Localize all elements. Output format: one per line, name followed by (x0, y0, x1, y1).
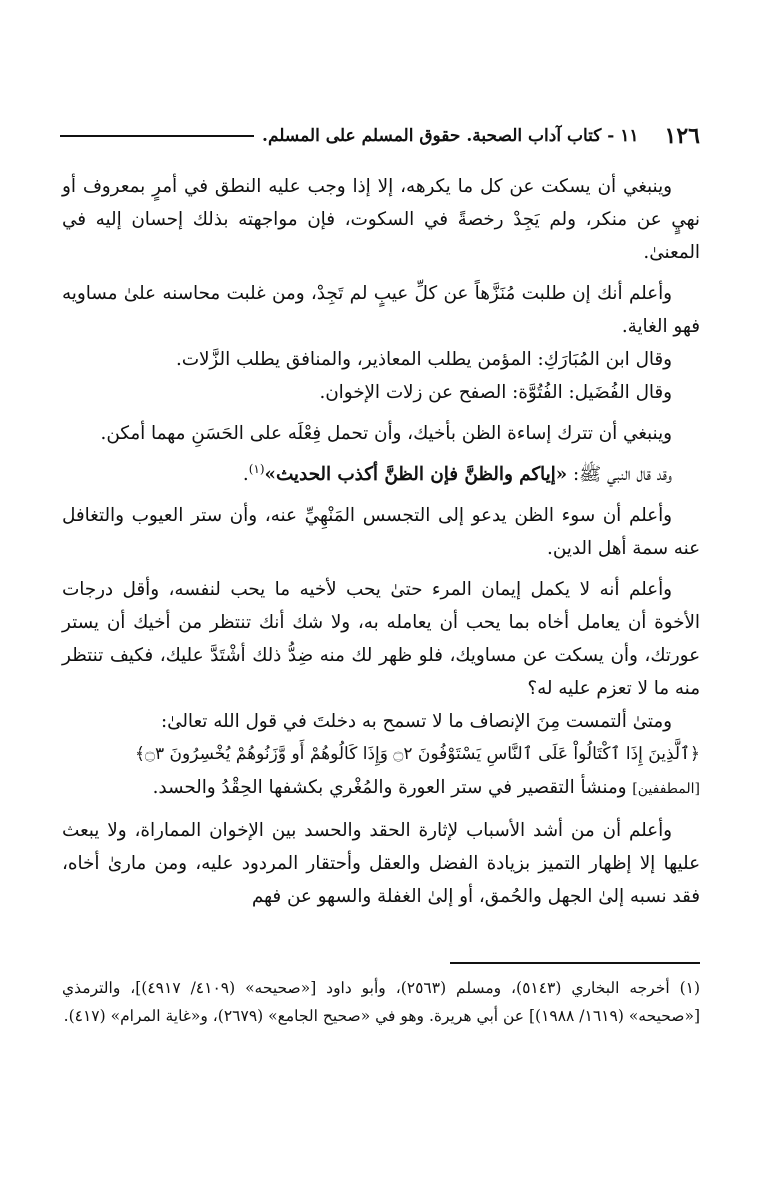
paragraph-quran (62, 705, 700, 806)
hadith-end: . (242, 464, 249, 485)
paragraph-spying: وأعلم أن سوء الظن يدعو إلى التجسس المَنْهِيِّ عنه، وأن ستر العيوب والتغافل عنه سمة أهل الدين. (62, 505, 700, 559)
page-header (60, 120, 700, 152)
quran-after: ومنشأ التقصير في ستر العورة والمُغْري بكشفها الحِقْدُ والحسد. (152, 777, 633, 798)
paragraph-brotherhood: وأعلم أنه لا يكمل إيمان المرء حتىٰ يحب لأخيه ما يحب لنفسه، وأقل درجات الأخوة أن يعامل أخاه بما يحب أن يعامله به، ولا شك أنك تنتظر من أخيك أن يستر عورتك، وأن يسكت عن مساويك، فلو ظهر لك منه ضِدُّ ذلك أشْتَدَّ عليك، فكيف تنتظر منه ما لا تعزم عليه له؟ (62, 579, 700, 699)
page-number: ١٢٦ (664, 123, 700, 149)
surah-reference: [المطففين] (632, 781, 700, 797)
quran-intro: ومتىٰ ألتمست مِنَ الإنصاف ما لا تسمح به دخلتَ في قول الله تعالىٰ: (160, 711, 672, 732)
footnotes (62, 962, 700, 1030)
footnote-rule (450, 962, 700, 964)
paragraph-perfection: وأعلم أنك إن طلبت مُنَزَّهاً عن كلِّ عيبٍ لم تَجِدْ، ومن غلبت محاسنه علىٰ مساويه فهو الغاية. (62, 283, 700, 337)
paragraph-silence: وينبغي أن يسكت عن كل ما يكرهه، إلا إذا وجب عليه النطق في أمرٍ بمعروف أو نهيٍ عن منكر، ولم يَجِدْ رخصةً في السكوت، فإن مواجهته بذلك إحسان إليه في المعنىٰ. (62, 176, 700, 263)
paragraph-suspicion: وينبغي أن تترك إساءة الظن بأخيك، وأن تحمل فِعْلَه على الحَسَنِ مهما أمكن. (100, 423, 672, 444)
footnote-1: (١) أخرجه البخاري (٥١٤٣)، ومسلم (٢٥٦٣)، وأبو داود [«صحيحه» (٤١٠٩/ ٤٩١٧)]، والترمذي [«صحيحه» (١٦١٩/ ١٩٨٨)] عن أبي هريرة. وهو في «صحيح الجامع» (٢٦٧٩)، و«غاية المرام» (٤١٧). (62, 979, 701, 1025)
hadith-quote: «إياكم والظنَّ فإن الظنَّ أكذب الحديث» (264, 464, 568, 485)
main-text (62, 170, 700, 913)
paragraph-fudayl: وقال الفُضَيل: الفُتُوَّة: الصفح عن زلات الإخوان. (319, 382, 672, 403)
header-rule (60, 135, 254, 137)
quran-verse: ﴿ٱلَّذِينَ إِذَا ٱكْتَالُواْ عَلَى ٱلنَّاسِ يَسْتَوْفُونَ ۝٢ وَإِذَا كَالُوهُمْ أَو وَّزَنُوهُمْ يُخْسِرُونَ ۝٣﴾ (135, 744, 700, 764)
footnote-marker: (١) (248, 461, 265, 476)
paragraph-dispute: وأعلم أن من أشد الأسباب لإثارة الحقد والحسد بين الإخوان المماراة، ولا يبعث عليها إلا إظهار التميز بزيادة الفضل والعقل وأحتقار المردود عليه، ومن مارىٰ أخاه، فقد نسبه إلىٰ الجهل والحُمق، أو إلىٰ الغفلة والسهو عن فهم (62, 820, 700, 907)
running-title: ١١ - كتاب آداب الصحبة. حقوق المسلم على المسلم. (262, 126, 639, 146)
paragraph-hadith (62, 458, 700, 491)
paragraph-ibn-mubarak: وقال ابن المُبَارَكِ: المؤمن يطلب المعاذير، والمنافق يطلب الزَّلات. (175, 349, 672, 370)
hadith-intro: وقد قال النبي ﷺ: (567, 464, 672, 485)
